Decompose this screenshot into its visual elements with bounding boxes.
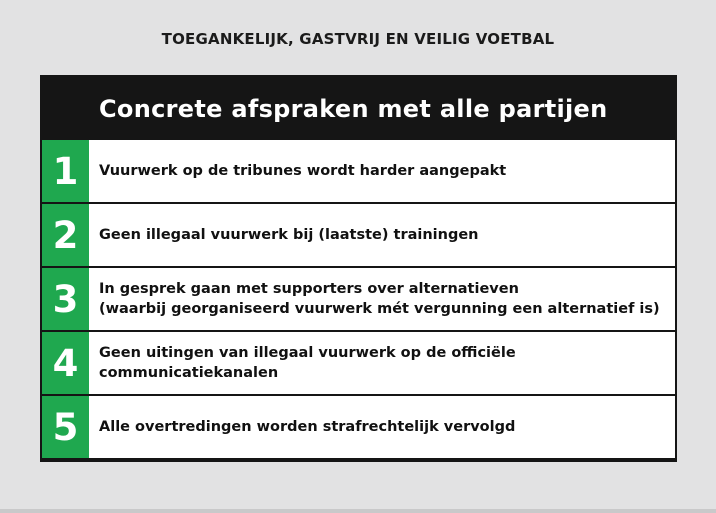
item-number: 4 [42, 332, 89, 394]
list-item [42, 268, 675, 330]
item-text [89, 396, 675, 458]
list-item [42, 140, 675, 202]
item-text-line-2: communicatiekanalen [99, 365, 279, 381]
page-title: TOEGANKELIJK, GASTVRIJ EN VEILIG VOETBAL [161, 30, 555, 48]
item-text-line: In gesprek gaan met supporters over alternatieven [99, 281, 519, 297]
item-text [89, 268, 675, 330]
bottom-divider [0, 509, 716, 513]
agreements-list [42, 140, 675, 458]
list-item [42, 204, 675, 266]
item-text-line: Vuurwerk op de tribunes wordt harder aangepakt [99, 163, 507, 179]
list-item [42, 396, 675, 458]
item-text [89, 140, 675, 202]
item-text-line-2: (waarbij georganiseerd vuurwerk mét vergunning een alternatief is) [99, 301, 660, 317]
item-text-line: Alle overtredingen worden strafrechtelijk vervolgd [99, 419, 516, 435]
item-number: 3 [42, 268, 89, 330]
agreements-panel [40, 75, 677, 462]
item-text [89, 204, 675, 266]
panel-heading: Concrete afspraken met alle partijen [42, 77, 675, 140]
item-number: 5 [42, 396, 89, 458]
list-item [42, 332, 675, 394]
item-number: 2 [42, 204, 89, 266]
item-text-line: Geen uitingen van illegaal vuurwerk op de officiële [99, 345, 516, 361]
item-text-line: Geen illegaal vuurwerk bij (laatste) trainingen [99, 227, 479, 243]
item-number: 1 [42, 140, 89, 202]
item-text [89, 332, 675, 394]
